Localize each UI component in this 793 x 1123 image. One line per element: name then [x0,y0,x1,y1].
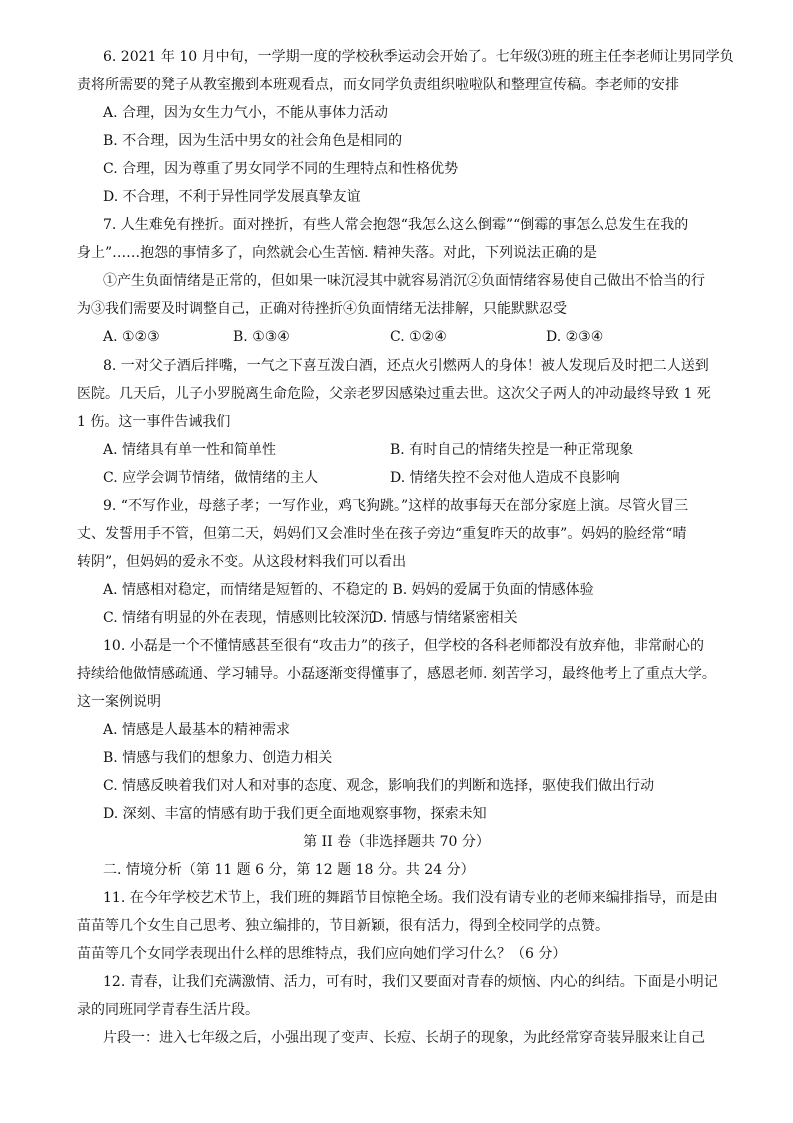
q6-stem-line2: 责将所需要的凳子从教室搬到本班观看点，而女同学负责组织啦啦队和整理宣传稿。李老师的安排 [77,77,679,93]
q8-stem-line1: 8. 一对父子酒后拌嘴，一气之下喜互泼白酒，还点火引燃两人的身体！被人发现后及时把二人送到 [103,358,709,374]
q8-stem-line2: 医院。几天后，儿子小罗脱离生命危险，父亲老罗因感染过重去世。这次父子两人的冲动最终导致 1 死 [77,386,711,402]
q10-option-b: B. 情感与我们的想象力、创造力相关 [103,750,333,766]
q9-option-ab: A. 情感相对稳定，而情绪是短暂的、不稳定的 B. 妈妈的爱属于负面的情感体验 [103,582,594,598]
q10-option-d: D. 深刻、丰富的情感有助于我们更全面地观察事物，探索未知 [103,806,487,822]
q7-stem-line2: 身上”……抱怨的事情多了，向然就会心生苦恼. 精神失落。对此，下列说法正确的是 [77,245,598,261]
q12-stem-line2: 录的同班同学青春生活片段。 [77,1002,259,1018]
q6-option-d: D. 不合理，不利于异性同学发展真挚友谊 [103,189,361,205]
q7-stem-line1: 7. 人生难免有挫折。面对挫折，有些人常会抱怨“我怎么这么倒霉”“倒霉的事怎么总发生在我的 [103,217,689,233]
q10-option-a: A. 情感是人最基本的精神需求 [103,722,291,738]
q6-option-a: A. 合理，因为女生力气小，不能从事体力活动 [103,105,389,121]
q9-option-d: D. 情感与情绪紧密相关 [372,610,518,626]
q6-option-b: B. 不合理，因为生活中男女的社会角色是相同的 [103,133,403,149]
q7-statements-line1: ①产生负面情绪是正常的，但如果一味沉浸其中就容易消沉②负面情绪容易使自己做出不恰当的行 [103,273,705,289]
q7-option-b: B. ①③④ [233,329,290,345]
q12-fragment1: 片段一：进入七年级之后，小强出现了变声、长痘、长胡子的现象，为此经常穿奇装异服来让自己 [103,1030,705,1046]
q6-option-c: C. 合理，因为尊重了男女同学不同的生理特点和性格优势 [103,161,459,177]
q12-stem-line1: 12. 青春，让我们充满激情、活力，可有时，我们又要面对青春的烦恼、内心的纠结。下面是小明记 [103,974,718,990]
q9-option-c: C. 情绪有明显的外在表现，情感则比较深沉 [103,610,375,626]
q7-option-a: A. ①②③ [103,329,160,345]
q7-statements-line2: 为③我们需要及时调整自己，正确对待挫折④负面情绪无法排解，只能默默忍受 [77,301,567,317]
q8-option-a: A. 情绪具有单一性和简单性 [103,442,277,458]
q10-stem-line3: 这一案例说明 [77,694,161,710]
q9-stem-line2: 丈、发誓用手不管，但第二天，妈妈们又会准时坐在孩子旁边“重复昨天的故事”。妈妈的脸经常“晴 [77,526,687,542]
q9-stem-line1: 9. “不写作业，母慈子孝；一写作业，鸡飞狗跳。”这样的故事每天在部分家庭上演。尽管火冒三 [103,498,689,514]
q11-stem-line1: 11. 在今年学校艺术节上，我们班的舞蹈节目惊艳全场。我们没有请专业的老师来编排指导，而是由 [103,890,718,906]
q8-stem-line3: 1 伤。这一事件告诫我们 [77,414,231,430]
q7-option-c: C. ①②④ [390,329,447,345]
q10-stem-line2: 持续给他做情感疏通、学习辅导。小磊逐渐变得懂事了，感恩老师. 刻苦学习，最终他考上了重点大学。 [77,666,716,682]
q7-option-d: D. ②③④ [546,329,604,345]
q11-question: 苗苗等几个女同学表现出什么样的思维特点，我们应向她们学习什么？（6 分） [77,946,567,962]
section2-heading: 二. 情境分析（第 11 题 6 分，第 12 题 18 分。共 24 分） [103,862,475,878]
part2-title: 第 II 卷（非选择题共 70 分） [303,834,490,850]
q8-option-c: C. 应学会调节情绪，做情绪的主人 [103,470,319,486]
q9-stem-line3: 转阴”，但妈妈的爱永不变。从这段材料我们可以看出 [77,554,407,570]
q8-option-d: D. 情绪失控不会对他人造成不良影响 [390,470,620,486]
q10-option-c: C. 情感反映着我们对人和对事的态度、观念，影响我们的判断和选择，驱使我们做出行动 [103,778,655,794]
q8-option-b: B. 有时自己的情绪失控是一种正常现象 [390,442,634,458]
q10-stem-line1: 10. 小磊是一个不懂情感甚至很有“攻击力”的孩子，但学校的各科老师都没有放弃他，非常耐心的 [103,638,705,654]
q6-stem-line1: 6. 2021 年 10 月中旬，一学期一度的学校秋季运动会开始了。七年级⑶班的班主任李老师让男同学负 [103,49,734,65]
q11-stem-line2: 苗苗等几个女生自己思考、独立编排的，节目新颖，很有活力，得到全校同学的点赞。 [77,918,609,934]
